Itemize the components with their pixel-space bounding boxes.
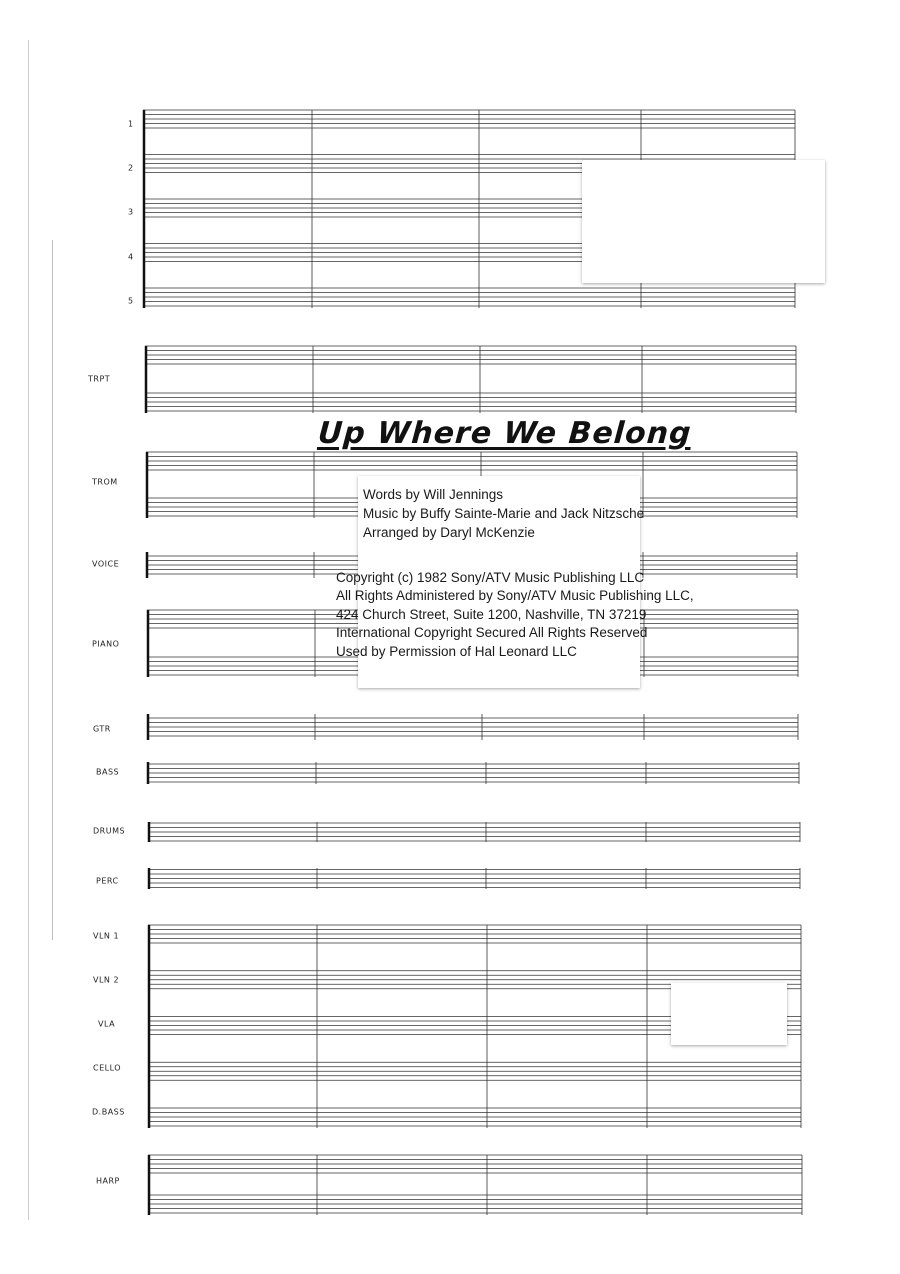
staff-system [148,868,800,889]
scan-margin-line [28,40,29,1220]
score-title: Up Where We Belong [316,416,693,451]
staff-label-bass: BASS [96,767,120,777]
staff-system-svg [148,1155,802,1215]
staff-label-2: 2 [128,163,134,173]
copyright-line: 424 Church Street, Suite 1200, Nashville, TN 37219 [336,607,647,622]
staff-label-perc: PERC [96,876,119,886]
staff-label-cello: CELLO [93,1063,122,1073]
credit-music: Music by Buffy Sainte-Marie and Jack Nitzsche [363,506,645,521]
staff-label-trom: TROM [92,477,118,487]
staff-system-svg [147,762,799,784]
staff-label-1: 1 [128,119,134,129]
credit-arranged: Arranged by Daryl McKenzie [363,525,535,540]
white-patch [671,983,787,1045]
staff-system [148,822,800,842]
copyright-line: Copyright (c) 1982 Sony/ATV Music Publishing LLC [336,570,645,585]
staff-label-vla: VLA [98,1019,116,1029]
staff-system-svg [147,714,798,740]
staff-system-svg [148,822,800,842]
staff-label-5: 5 [128,296,134,306]
staff-label-piano: PIANO [92,639,120,649]
staff-label-voice: VOICE [92,559,120,569]
staff-system-svg [145,346,796,413]
staff-label-3: 3 [128,207,134,217]
white-patch [582,160,825,283]
staff-label-trpt: TRPT [88,374,111,384]
staff-label-gtr: GTR [93,724,111,734]
staff-system [147,714,798,740]
staff-system [148,1155,802,1215]
staff-label-vln1: VLN 1 [93,931,120,941]
staff-label-vln2: VLN 2 [93,975,120,985]
staff-label-harp: HARP [96,1176,120,1186]
staff-label-drums: DRUMS [93,826,126,836]
staff-system-svg [148,868,800,889]
staff-system [145,346,796,413]
credit-words: Words by Will Jennings [363,487,504,502]
copyright-line: Used by Permission of Hal Leonard LLC [336,644,577,659]
staff-label-dbass: D.BASS [92,1107,125,1117]
staff-system [147,762,799,784]
scan-margin-line [52,240,53,940]
copyright-line: International Copyright Secured All Rights Reserved [336,625,648,640]
copyright-line: All Rights Administered by Sony/ATV Music Publishing LLC, [336,588,694,603]
staff-label-4: 4 [128,252,134,262]
